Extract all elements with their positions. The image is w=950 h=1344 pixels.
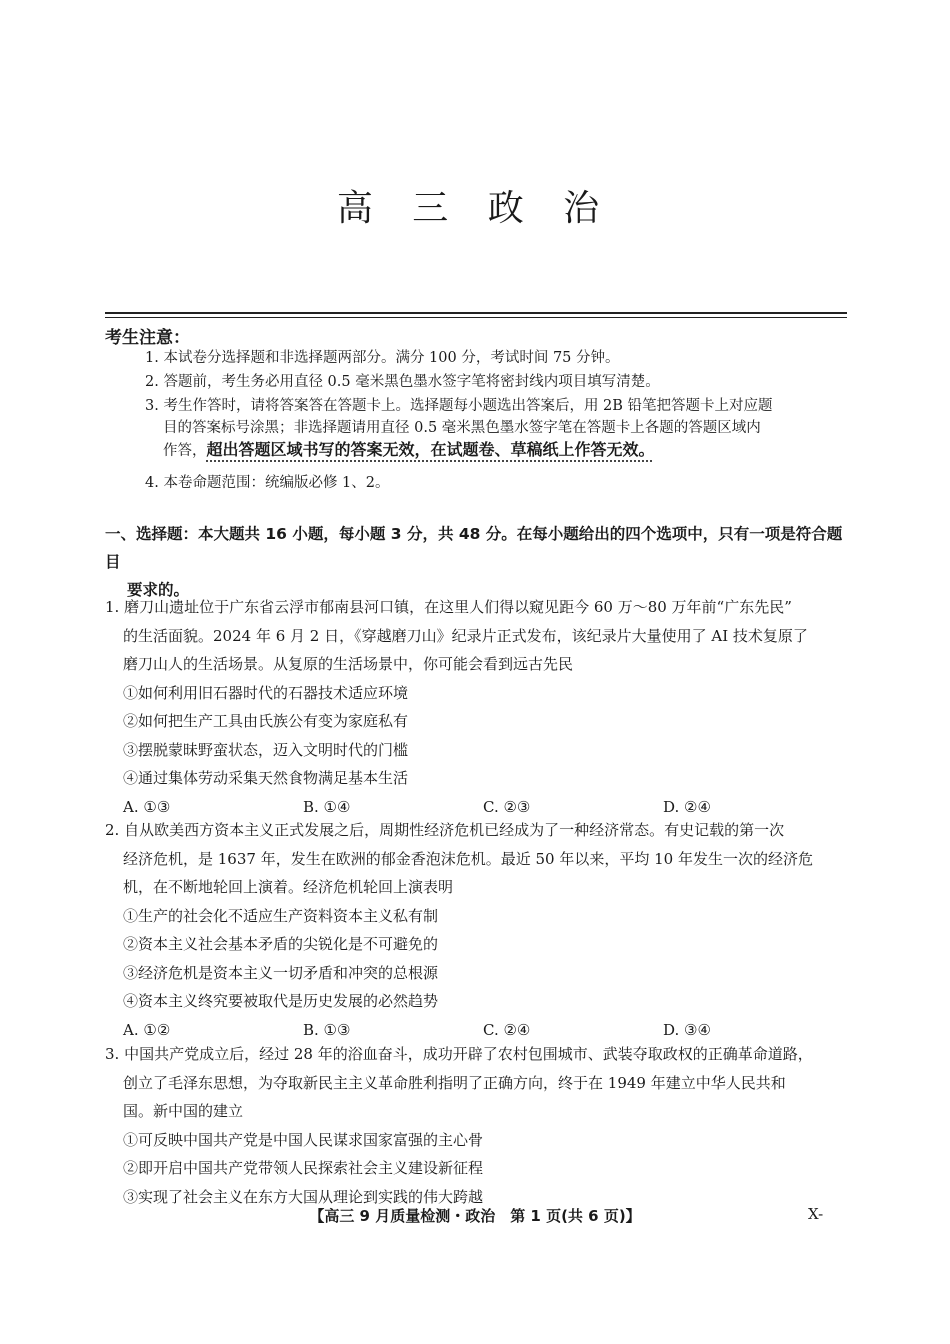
- q1-option-2: ②如何把生产工具由氏族公有变为家庭私有: [123, 712, 409, 730]
- notice-item-3-line3-prefix: 作答，: [163, 443, 207, 459]
- section-heading-line1: 一、选择题：本大题共 16 小题，每小题 3 分，共 48 分。在每小题给出的四个选项中，只有一项是符合题目: [105, 525, 843, 571]
- q3-option-2: ②即开启中国共产党带领人民探索社会主义建设新征程: [123, 1159, 484, 1177]
- notice-emphasis: 超出答题区域书写的答案无效，在试题卷、草稿纸上作答无效。: [206, 440, 655, 459]
- q1-choice-c: C. ②③: [483, 797, 531, 816]
- question-3: [105, 1040, 850, 1211]
- page-footer: 【高三 9 月质量检测・政治 第 1 页(共 6 页)】: [309, 1207, 641, 1225]
- q1-stem-line1: 1. 磨刀山遗址位于广东省云浮市郁南县河口镇，在这里人们得以窥见距今 60 万～80 万年前“广东先民”: [105, 598, 792, 616]
- notice-item-4: 4. 本卷命题范围：统编版必修 1、2。: [145, 475, 390, 491]
- q2-option-1: ①生产的社会化不适应生产资料资本主义私有制: [123, 906, 439, 925]
- divider-thin: [105, 317, 847, 318]
- notice-item-3-line2: 目的答案标号涂黑；非选择题请用直径 0.5 毫米黑色墨水签字笔在答题卡上各题的答题区域内: [163, 420, 761, 436]
- q3-stem-line2: 创立了毛泽东思想，为夺取新民主主义革命胜利指明了正确方向，终于在 1949 年建立中华人民共和: [123, 1073, 786, 1092]
- q3-option-3: ③实现了社会主义在东方大国从理论到实践的伟大跨越: [123, 1187, 484, 1206]
- q2-choice-c: C. ②④: [483, 1020, 531, 1039]
- question-2: [105, 816, 850, 1044]
- q3-stem-line3: 国。新中国的建立: [123, 1102, 244, 1120]
- q1-choice-b: B. ①④: [303, 797, 351, 816]
- q2-choice-d: D. ③④: [663, 1020, 711, 1039]
- question-1: [105, 593, 850, 821]
- notice-item-3-line1: 3. 考生作答时，请将答案答在答题卡上。选择题每小题选出答案后，用 2B 铅笔把答题卡上对应题: [145, 398, 773, 414]
- q2-choice-a: A. ①②: [123, 1020, 171, 1039]
- q2-choice-b: B. ①③: [303, 1020, 351, 1039]
- q1-option-3: ③摆脱蒙昧野蛮状态，迈入文明时代的门槛: [123, 740, 409, 759]
- q2-stem-line1: 2. 自从欧美西方资本主义正式发展之后，周期性经济危机已经成为了一种经济常态。有史记载的第一次: [105, 821, 785, 839]
- q3-stem-line1: 3. 中国共产党成立后，经过 28 年的浴血奋斗，成功开辟了农村包围城市、武装夺取政权的正确革命道路，: [105, 1045, 813, 1063]
- q1-choice-d: D. ②④: [663, 797, 711, 816]
- q1-stem-line2: 的生活面貌。2024 年 6 月 2 日，《穿越磨刀山》纪录片正式发布，该纪录片大量使用了 AI 技术复原了: [123, 626, 808, 645]
- q1-stem-line3: 磨刀山人的生活场景。从复原的生活场景中，你可能会看到远古先民: [123, 655, 574, 673]
- divider-thick: [105, 312, 847, 314]
- notice-item-3-line3: [145, 439, 850, 462]
- notice-item-1: 1. 本试卷分选择题和非选择题两部分。满分 100 分，考试时间 75 分钟。: [145, 350, 620, 366]
- q2-option-4: ④资本主义终究要被取代是历史发展的必然趋势: [123, 992, 439, 1010]
- q1-option-4: ④通过集体劳动采集天然食物满足基本生活: [123, 769, 409, 787]
- footer-code: X-: [808, 1205, 824, 1223]
- q2-option-3: ③经济危机是资本主义一切矛盾和冲突的总根源: [123, 963, 439, 982]
- q2-stem-line2: 经济危机，是 1637 年，发生在欧洲的郁金香泡沫危机。最近 50 年以来，平均 10 年发生一次的经济危: [123, 849, 813, 868]
- section-heading: [105, 520, 850, 604]
- notice-item-3: [145, 395, 850, 462]
- q1-choice-a: A. ①③: [123, 797, 171, 816]
- q2-option-2: ②资本主义社会基本矛盾的尖锐化是不可避免的: [123, 935, 439, 953]
- q2-stem-line3: 机，在不断地轮回上演着。经济危机轮回上演表明: [123, 878, 454, 896]
- page-title: 高 三 政 治: [336, 188, 614, 229]
- q3-option-1: ①可反映中国共产党是中国人民谋求国家富强的主心骨: [123, 1130, 484, 1149]
- notice-heading: 考生注意：: [105, 328, 190, 348]
- q1-option-1: ①如何利用旧石器时代的石器技术适应环境: [123, 683, 409, 702]
- notice-item-2: 2. 答题前，考生务必用直径 0.5 毫米黑色墨水签字笔将密封线内项目填写清楚。: [145, 374, 660, 390]
- section-heading-line2: 要求的。: [127, 581, 190, 599]
